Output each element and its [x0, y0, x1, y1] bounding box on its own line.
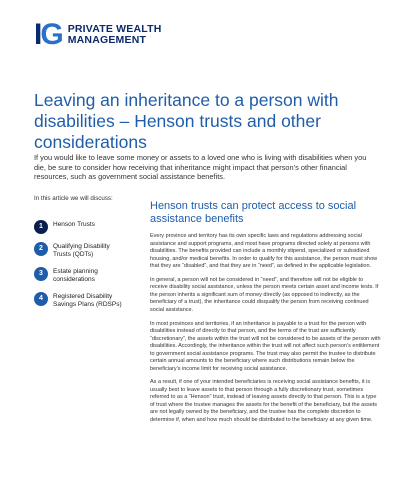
toc-item-qdts[interactable] [34, 242, 126, 259]
toc-number-badge: 2 [34, 242, 48, 256]
logo-line-2: MANAGEMENT [67, 34, 147, 46]
toc-item-label: Qualifying Disability Trusts (QDTs) [53, 243, 110, 258]
toc-item-estate-planning[interactable] [34, 267, 126, 284]
toc-item-label: Henson Trusts [53, 221, 95, 228]
toc-item-rdsps[interactable] [34, 292, 126, 309]
toc-number-badge: 3 [34, 267, 48, 281]
ig-logo [34, 20, 161, 50]
section-title: Henson trusts can protect access to social assistance benefits [150, 200, 357, 225]
ig-logo-mark [34, 20, 62, 50]
body-paragraph: In most provinces and territories, if an inheritance is payable to a trust for the person with disabilities instead of directly to that person, and the terms of the trust are sufficiently “discretionary”, the assets within the trust will not be considered to be assets of the person with disabilities. Accordingly, the inheritance within the trust will not affect such person’s entitlement to government social assistance programs. The trust may also permit the trustee to distribute certain annual amounts to the beneficiary where such distributions remain below the beneficiary’s income limit for receiving social assistance. [150, 320, 381, 372]
logo-text [68, 24, 162, 46]
toc-intro: In this article we will discuss: [34, 195, 113, 202]
logo-mark-g: G [40, 18, 62, 51]
toc-number-badge: 1 [34, 220, 48, 234]
intro-paragraph: If you would like to leave some money or assets to a loved one who is living with disabilities when you die, be sure to consider how receiving that inheritance might impact that person’s other financial resources, such as government social assistance benefits. [34, 153, 367, 182]
logo-line-1: PRIVATE WEALTH [67, 23, 162, 35]
logo-mark-i: I [34, 18, 41, 51]
toc-item-label: Estate planning considerations [53, 268, 98, 283]
body-paragraph: Every province and territory has its own specific laws and regulations addressing social assistance and support programs, and most have programs directed solely at persons with disabilities. The benefits provided can include a monthly stipend, specialized or subsidized housing, and/or medical benefits. In order to qualify for this assistance, the person must show that they are “disabled”, and that they are in “need”, as defined in the applicable legislation. [150, 233, 378, 269]
page-title: Leaving an inheritance to a person with disabilities – Henson trusts and other considerations [34, 90, 339, 152]
toc-item-henson-trusts[interactable] [34, 220, 126, 234]
table-of-contents [34, 220, 126, 317]
body-paragraph: In general, a person will not be considered in “need”, and therefore will not be eligible to receive disability social assistance, unless the person meets certain asset and income tests. If the person inherits a significant sum of money directly (as opposed to indirectly, as the beneficiary of a trust), the inheritance could disqualify the person from receiving continued social assistance. [150, 276, 379, 313]
section-body [150, 233, 382, 431]
toc-item-label: Registered Disability Savings Plans (RDSPs) [53, 293, 122, 308]
body-paragraph: As a result, if one of your intended beneficiaries is receiving social assistance benefits, it is usually best to leave assets to that person through a fully discretionary trust, sometimes referred to as a “Henson” trust, instead of leaving assets directly to that person. This is a type of trust where the trustee manages the assets for the benefit of the beneficiary, but the assets are not legally owned by the beneficiary, and the trustee has the complete discretion to determine if, when and how much should be distributed to the beneficiary at any given time. [150, 379, 378, 423]
toc-number-badge: 4 [34, 292, 48, 306]
